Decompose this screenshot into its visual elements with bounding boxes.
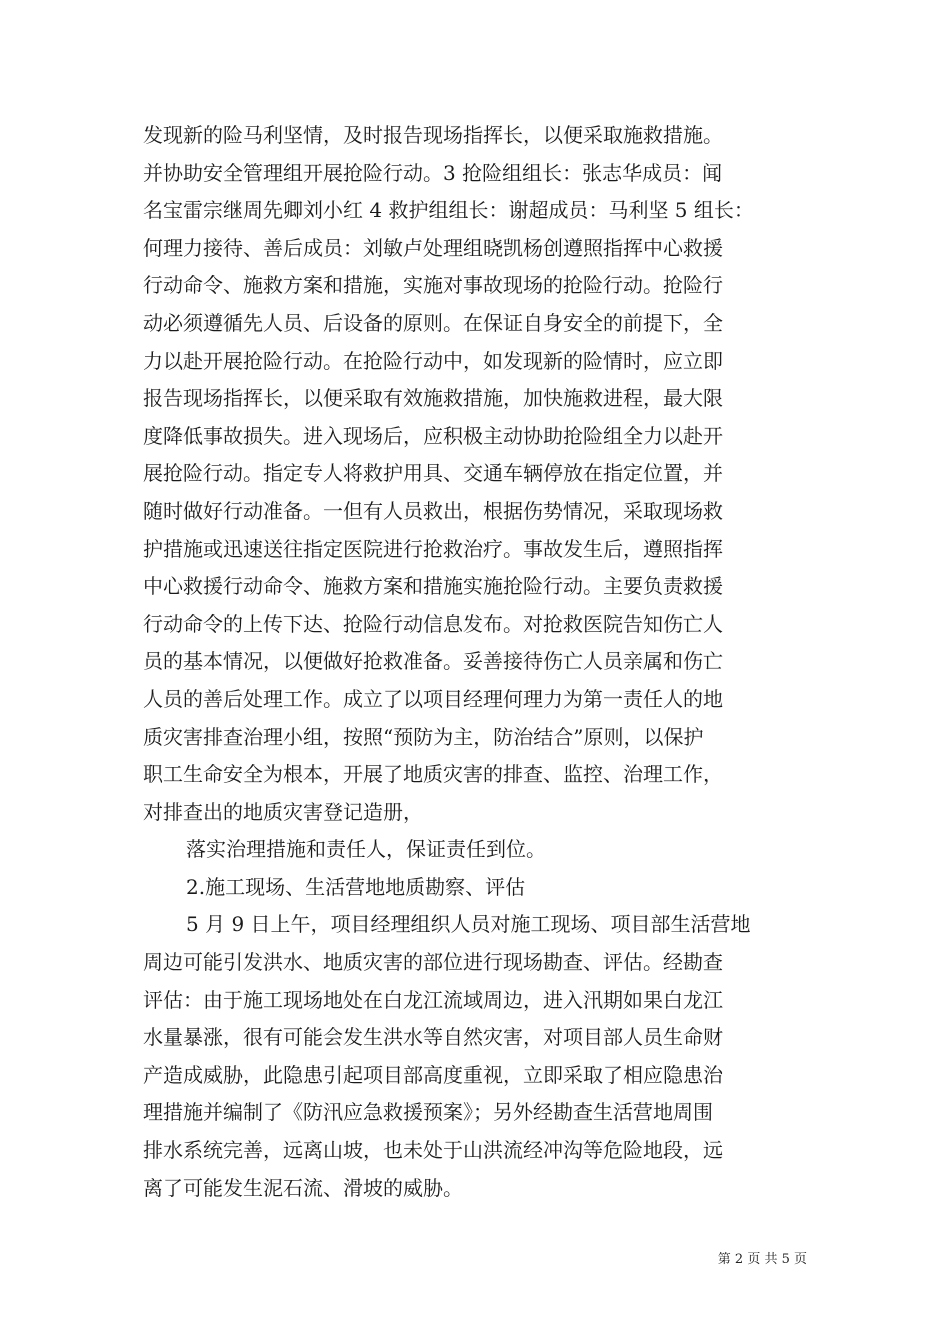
text-line: 质灾害排查治理小组，按照“预防为主，防治结合”原则，以保护 (143, 724, 704, 749)
section-heading: 2.施工现场、生活营地地质勘察、评估 (186, 874, 526, 899)
text-line: 名宝雷宗继周先卿刘小红 4 救护组组长：谢超成员：马利坚 5 组长： (143, 198, 754, 223)
document-body (143, 117, 808, 1207)
text-line: 员的基本情况，以便做好抢救准备。妥善接待伤亡人员亲属和伤亡 (143, 649, 723, 674)
page-number: 第 2 页 共 5 页 (717, 1252, 807, 1267)
paragraph-line: 5 月 9 日上午，项目经理组织人员对施工现场、项目部生活营地 (186, 912, 751, 937)
text-line: 评估：由于施工现场地处在白龙江流域周边，进入汛期如果白龙江 (143, 987, 723, 1012)
text-line: 报告现场指挥长，以便采取有效施救措施，加快施救进程，最大限 (143, 386, 723, 411)
text-line: 力以赴开展抢险行动。在抢险行动中，如发现新的险情时，应立即 (143, 348, 723, 373)
text-line: 水量暴涨，很有可能会发生洪水等自然灾害，对项目部人员生命财 (143, 1025, 723, 1050)
text-line: 展抢险行动。指定专人将救护用具、交通车辆停放在指定位置，并 (143, 461, 723, 486)
paragraph-line: 落实治理措施和责任人，保证责任到位。 (186, 837, 546, 862)
text-line: 中心救援行动命令、施救方案和措施实施抢险行动。主要负责救援 (143, 574, 723, 599)
text-line: 随时做好行动准备。一但有人员救出，根据伤势情况，采取现场救 (143, 498, 723, 523)
text-line: 产造成威胁，此隐患引起项目部高度重视，立即采取了相应隐患治 (143, 1062, 723, 1087)
text-line: 行动命令的上传下达、抢险行动信息发布。对抢救医院告知伤亡人 (143, 611, 723, 636)
text-line: 护措施或迅速送往指定医院进行抢救治疗。事故发生后，遵照指挥 (143, 536, 723, 561)
text-line: 排水系统完善，远离山坡，也未处于山洪流经冲沟等危险地段，远 (143, 1138, 723, 1163)
text-line: 周边可能引发洪水、地质灾害的部位进行现场勘查、评估。经勘查 (143, 950, 723, 975)
text-line: 并协助安全管理组开展抢险行动。3 抢险组组长：张志华成员：闻 (143, 160, 723, 185)
text-line: 离了可能发生泥石流、滑坡的威胁。 (143, 1175, 463, 1200)
text-line: 对排查出的地质灾害登记造册， (143, 799, 423, 824)
text-line: 度降低事故损失。进入现场后，应积极主动协助抢险组全力以赴开 (143, 423, 723, 448)
text-line: 发现新的险马利坚情，及时报告现场指挥长，以便采取施救措施。 (143, 123, 723, 147)
text-line: 动必须遵循先人员、后设备的原则。在保证自身安全的前提下，全 (143, 310, 723, 335)
text-line: 职工生命安全为根本，开展了地质灾害的排查、监控、治理工作， (143, 762, 723, 787)
text-line: 何理力接待、善后成员：刘敏卢处理组晓凯杨创遵照指挥中心救援 (143, 235, 723, 260)
text-line: 人员的善后处理工作。成立了以项目经理何理力为第一责任人的地 (143, 686, 723, 711)
text-line: 行动命令、施救方案和措施，实施对事故现场的抢险行动。抢险行 (143, 273, 723, 298)
text-line: 理措施并编制了《防汛应急救援预案》；另外经勘查生活营地周围 (143, 1100, 713, 1125)
